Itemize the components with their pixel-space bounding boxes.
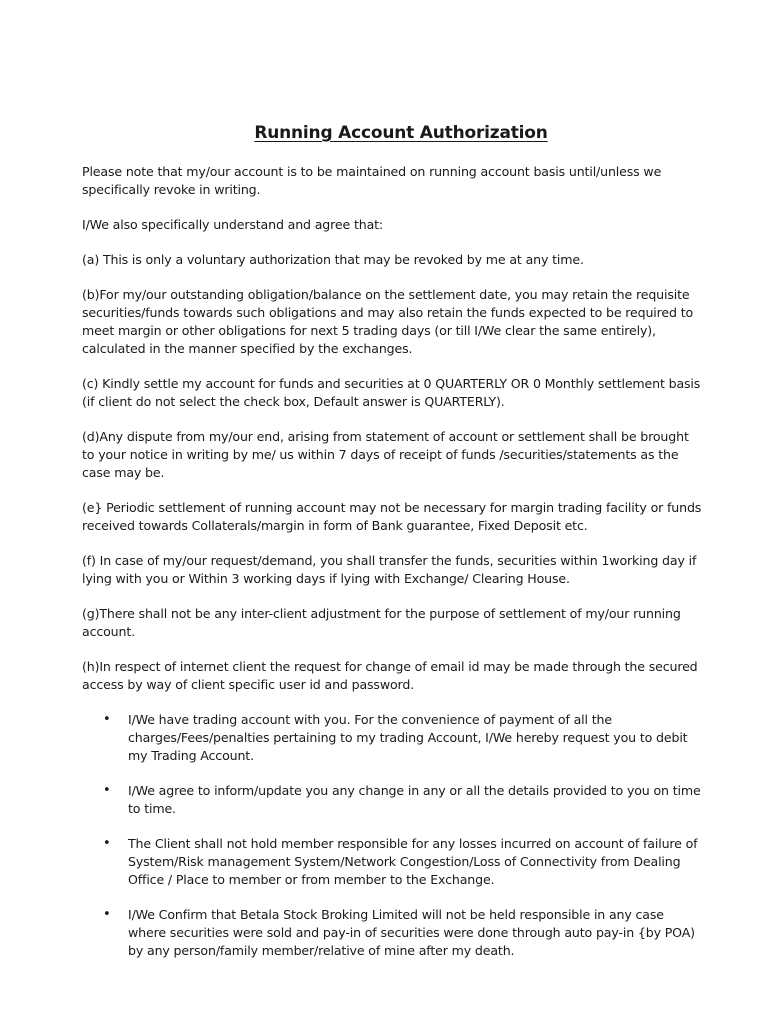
- clause-h: (h)In respect of internet client the request for change of email id may be made through the secured access by way of client specific user id and password.: [82, 659, 698, 692]
- clause-f: (f) In case of my/our request/demand, you shall transfer the funds, securities within 1working day if lying with you or Within 3 working days if lying with Exchange/ Clearing House.: [82, 553, 697, 586]
- document-body: [82, 163, 702, 977]
- bullet-list: [82, 711, 702, 960]
- bullet-text: I/We Confirm that Betala Stock Broking Limited will not be held responsible in any case where securities were sold and pay-in of securities were done through auto pay-in {by POA) by any person/family member/relative of mine after my death.: [128, 907, 695, 958]
- bullet-icon: •: [103, 712, 111, 727]
- list-item: [82, 782, 702, 818]
- list-item: [82, 711, 702, 765]
- clause-c: (c) Kindly settle my account for funds and securities at 0 QUARTERLY OR 0 Monthly settlement basis (if client do not select the check box, Default answer is QUARTERLY).: [82, 376, 701, 409]
- clause-b: (b)For my/our outstanding obligation/balance on the settlement date, you may retain the requisite securities/funds towards such obligations and may also retain the funds expected to be required to meet margin or other obligations for next 5 trading days (or till I/We clear the same entirely), calculated in the manner specified by the exchanges.: [82, 287, 694, 356]
- clause-a: (a) This is only a voluntary authorization that may be revoked by me at any time.: [82, 252, 584, 267]
- bullet-icon: •: [103, 783, 111, 798]
- bullet-text: I/We agree to inform/update you any change in any or all the details provided to you on time to time.: [128, 783, 701, 816]
- clause-d: (d)Any dispute from my/our end, arising from statement of account or settlement shall be brought to your notice in writing by me/ us within 7 days of receipt of funds /securities/statements as the case may be.: [82, 429, 689, 480]
- bullet-icon: •: [103, 907, 111, 922]
- clause-e: (e} Periodic settlement of running account may not be necessary for margin trading facility or funds received towards Collaterals/margin in form of Bank guarantee, Fixed Deposit etc.: [82, 500, 702, 533]
- bullet-icon: •: [103, 836, 111, 851]
- bullet-text: I/We have trading account with you. For the convenience of payment of all the charges/Fees/penalties pertaining to my trading Account, I/We hereby request you to debit my Trading Account.: [128, 712, 688, 763]
- list-item: [82, 835, 702, 889]
- list-item: [82, 906, 702, 960]
- paragraph-agreement: I/We also specifically understand and agree that:: [82, 217, 384, 232]
- paragraph-intro: Please note that my/our account is to be maintained on running account basis until/unless we specifically revoke in writing.: [82, 164, 662, 197]
- document-title: Running Account Authorization: [254, 123, 548, 143]
- clause-g: (g)There shall not be any inter-client adjustment for the purpose of settlement of my/our running account.: [82, 606, 681, 639]
- bullet-text: The Client shall not hold member responsible for any losses incurred on account of failure of System/Risk management System/Network Congestion/Loss of Connectivity from Dealing Office / Place to member or from member to the Exchange.: [128, 836, 698, 887]
